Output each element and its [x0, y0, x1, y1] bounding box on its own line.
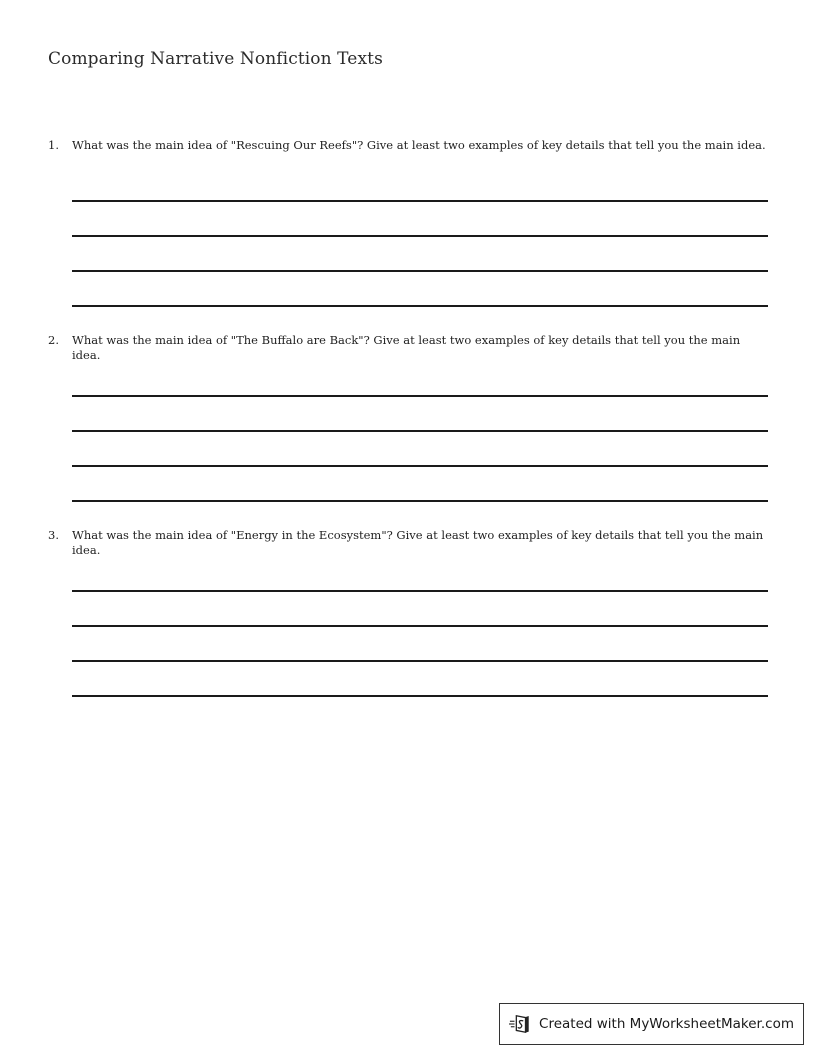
answer-line[interactable] — [72, 235, 768, 237]
question-3 — [48, 528, 768, 558]
question-2 — [48, 333, 768, 363]
footer-badge[interactable] — [499, 1003, 804, 1045]
question-number: 3. — [48, 528, 59, 542]
answer-line[interactable] — [72, 270, 768, 272]
answer-line[interactable] — [72, 200, 768, 202]
answer-line[interactable] — [72, 500, 768, 502]
question-number: 2. — [48, 333, 59, 347]
answer-line[interactable] — [72, 395, 768, 397]
answer-line[interactable] — [72, 305, 768, 307]
question-prompt: What was the main idea of "Energy in the Ecosystem"? Give at least two examples of key details that tell you the main idea. — [72, 528, 764, 557]
answer-line[interactable] — [72, 465, 768, 467]
question-3-text-block — [48, 528, 768, 558]
answer-line[interactable] — [72, 590, 768, 592]
question-number: 1. — [48, 138, 59, 152]
question-prompt: What was the main idea of "Rescuing Our Reefs"? Give at least two examples of key details that tell you the main idea. — [72, 138, 766, 152]
answer-line[interactable] — [72, 695, 768, 697]
question-2-text-block — [48, 333, 768, 363]
footer-text[interactable]: Created with MyWorksheetMaker.com — [539, 1016, 794, 1032]
answer-line[interactable] — [72, 660, 768, 662]
answer-line[interactable] — [72, 625, 768, 627]
question-prompt: What was the main idea of "The Buffalo are Back"? Give at least two examples of key details that tell you the main idea. — [72, 333, 741, 362]
worksheet-title: Comparing Narrative Nonfiction Texts — [48, 49, 383, 69]
worksheet-maker-logo-icon — [509, 1013, 531, 1035]
question-1 — [48, 138, 768, 153]
answer-line[interactable] — [72, 430, 768, 432]
question-1-text-block — [48, 138, 768, 153]
